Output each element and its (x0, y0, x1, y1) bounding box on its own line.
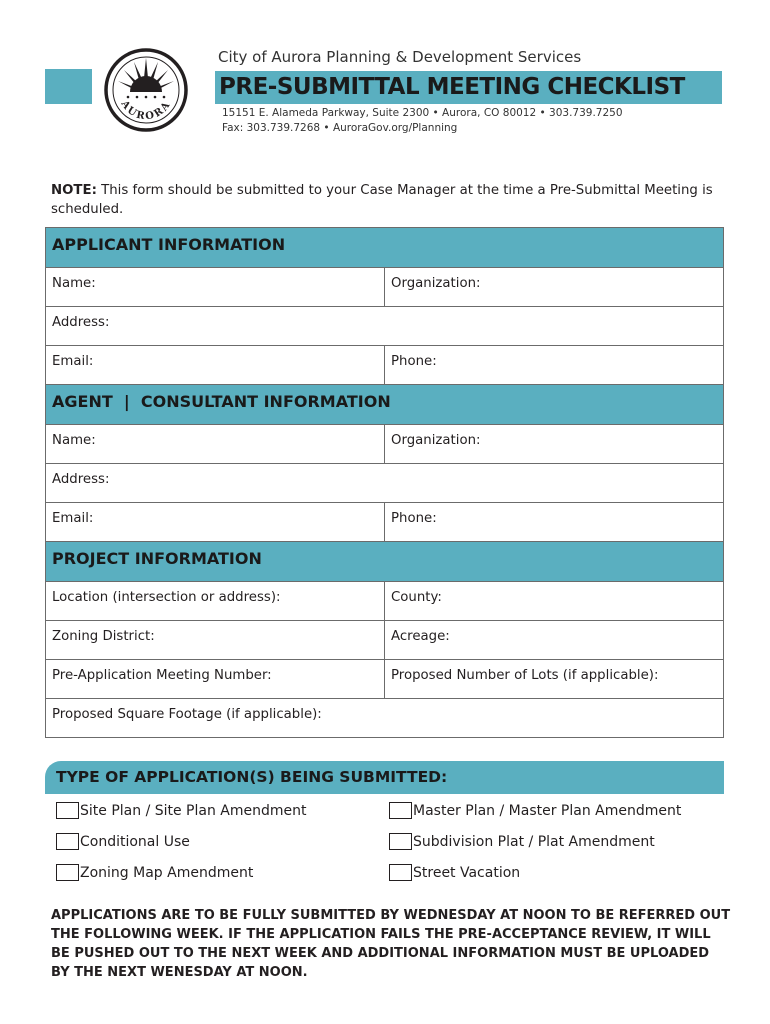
agent-email-field[interactable]: Email: (46, 503, 385, 541)
agent-row-3 (46, 502, 723, 541)
applicant-row-3 (46, 345, 723, 384)
address-line: 15151 E. Alameda Parkway, Suite 2300 • Aurora, CO 80012 • 303.739.7250 (222, 107, 623, 119)
option-label: Street Vacation (413, 864, 521, 881)
project-row-4 (46, 698, 723, 737)
option-zoning-map[interactable] (56, 864, 253, 881)
aurora-seal-icon (104, 48, 188, 132)
project-square-footage-field[interactable]: Proposed Square Footage (if applicable): (52, 707, 322, 722)
option-site-plan[interactable] (56, 802, 307, 819)
svg-text:AURORA (118, 98, 173, 122)
applicant-address-field[interactable]: Address: (52, 315, 110, 330)
project-row-2 (46, 620, 723, 659)
checkbox-icon[interactable] (389, 802, 412, 819)
project-preapp-number-field[interactable]: Pre-Application Meeting Number: (46, 660, 385, 698)
applicant-organization-field[interactable]: Organization: (391, 276, 481, 291)
agent-row-1 (46, 424, 723, 463)
option-label: Subdivision Plat / Plat Amendment (413, 833, 655, 850)
option-subdivision-plat[interactable] (389, 833, 655, 850)
agent-row-2 (46, 463, 723, 502)
option-label: Conditional Use (80, 833, 190, 850)
submission-deadline-warning: APPLICATIONS ARE TO BE FULLY SUBMITTED BY WEDNESDAY AT NOON TO BE REFERRED OUT THE FOLLOWING WEEK. IF THE APPLICATION FAILS THE PRE-ACCEPTANCE REVIEW, IT WILL BE PUSHED OUT TO THE NEXT WEEK AND ADDITIONAL INFORMATION MUST BE UPLOADED BY THE NEXT WENESDAY AT NOON. (51, 908, 731, 980)
application-types-heading: TYPE OF APPLICATION(S) BEING SUBMITTED: (45, 761, 724, 794)
project-row-1 (46, 581, 723, 620)
agent-organization-field[interactable]: Organization: (391, 433, 481, 448)
applicant-email-field[interactable]: Email: (46, 346, 385, 384)
applicant-heading: APPLICANT INFORMATION (46, 227, 723, 267)
checkbox-icon[interactable] (389, 864, 412, 881)
option-street-vacation[interactable] (389, 864, 520, 881)
agent-heading: AGENT | CONSULTANT INFORMATION (46, 384, 723, 424)
page-title: PRE-SUBMITTAL MEETING CHECKLIST (219, 74, 685, 100)
project-lots-field[interactable]: Proposed Number of Lots (if applicable): (391, 668, 659, 683)
applicant-row-2 (46, 306, 723, 345)
option-label: Zoning Map Amendment (80, 864, 254, 881)
seal-text: AURORA (118, 98, 174, 123)
agent-address-field[interactable]: Address: (52, 472, 110, 487)
project-heading: PROJECT INFORMATION (46, 541, 723, 581)
agent-name-field[interactable]: Name: (46, 425, 385, 463)
option-label: Master Plan / Master Plan Amendment (413, 802, 682, 819)
project-zoning-field[interactable]: Zoning District: (46, 621, 385, 659)
applicant-name-field[interactable]: Name: (46, 268, 385, 306)
option-master-plan[interactable] (389, 802, 681, 819)
title-band (215, 71, 722, 104)
organization-name: City of Aurora Planning & Development Services (218, 48, 582, 66)
project-row-3 (46, 659, 723, 698)
project-location-field[interactable]: Location (intersection or address): (46, 582, 385, 620)
contact-line: Fax: 303.739.7268 • AuroraGov.org/Planning (222, 122, 458, 134)
applicant-phone-field[interactable]: Phone: (391, 354, 437, 369)
checkbox-icon[interactable] (56, 802, 79, 819)
applicant-row-1 (46, 267, 723, 306)
note-label: NOTE: (51, 183, 97, 198)
project-acreage-field[interactable]: Acreage: (391, 629, 450, 644)
checkbox-icon[interactable] (389, 833, 412, 850)
option-conditional-use[interactable] (56, 833, 190, 850)
agent-phone-field[interactable]: Phone: (391, 511, 437, 526)
note-body: This form should be submitted to your Case Manager at the time a Pre-Submittal Meeting is scheduled. (51, 183, 713, 217)
project-county-field[interactable]: County: (391, 590, 442, 605)
information-form (45, 227, 724, 738)
header-accent-block (45, 69, 92, 104)
checkbox-icon[interactable] (56, 864, 79, 881)
checkbox-icon[interactable] (56, 833, 79, 850)
option-label: Site Plan / Site Plan Amendment (80, 802, 307, 819)
note-text (51, 181, 731, 219)
